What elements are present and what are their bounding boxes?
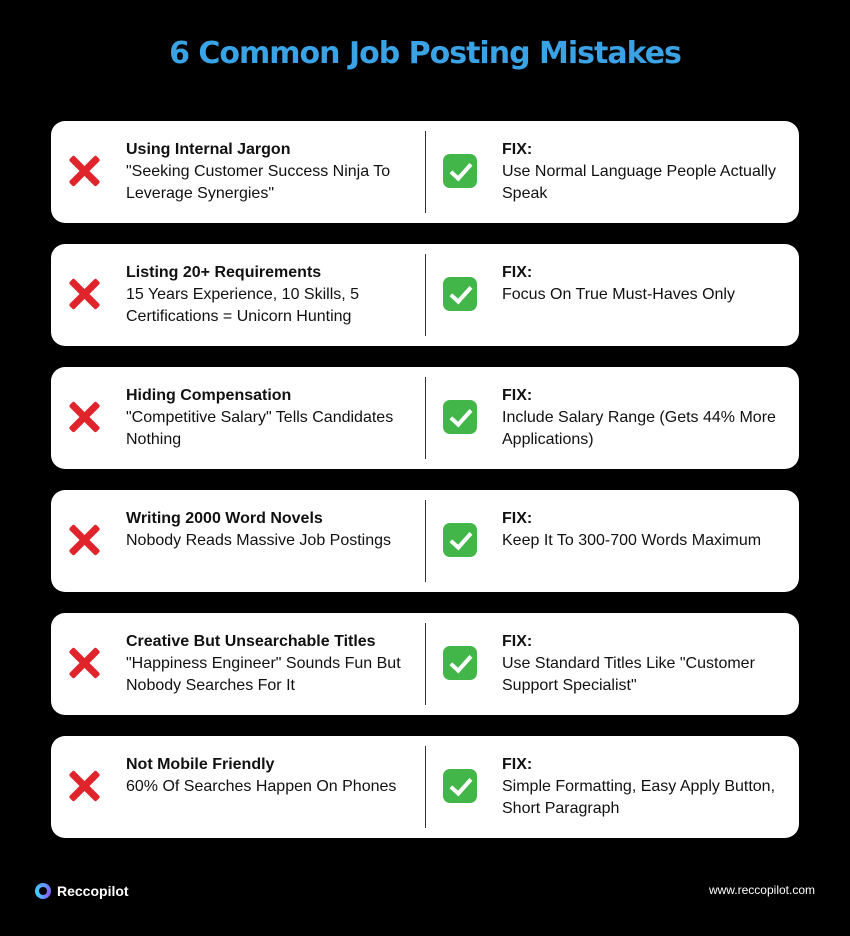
check-icon bbox=[443, 400, 477, 434]
check-icon bbox=[443, 523, 477, 557]
footer-brand bbox=[35, 881, 129, 901]
page-title: 6 Common Job Posting Mistakes bbox=[169, 36, 681, 71]
cross-icon bbox=[67, 523, 101, 557]
fix-label: FIX: bbox=[502, 633, 533, 650]
divider bbox=[425, 746, 426, 828]
problem-text bbox=[126, 262, 411, 328]
fix-text bbox=[502, 508, 787, 552]
cross-icon bbox=[67, 769, 101, 803]
fix-text bbox=[502, 139, 787, 205]
fix-description: Focus On True Must-Haves Only bbox=[502, 286, 735, 303]
fix-description: Keep It To 300-700 Words Maximum bbox=[502, 532, 762, 549]
problem-description: "Competitive Salary" Tells Candidates Nothing bbox=[126, 409, 394, 448]
problem-text bbox=[126, 508, 411, 552]
divider bbox=[425, 623, 426, 705]
problem-title: Hiding Compensation bbox=[126, 387, 292, 404]
problem-title: Listing 20+ Requirements bbox=[126, 264, 322, 281]
fix-text bbox=[502, 385, 787, 451]
fix-description: Include Salary Range (Gets 44% More Applications) bbox=[502, 409, 776, 448]
fix-text bbox=[502, 262, 787, 306]
cross-icon bbox=[67, 646, 101, 680]
problem-title: Using Internal Jargon bbox=[126, 141, 291, 158]
website-url: www.reccopilot.com bbox=[708, 883, 815, 897]
problem-title: Not Mobile Friendly bbox=[126, 756, 275, 773]
divider bbox=[425, 500, 426, 582]
problem-description: 15 Years Experience, 10 Skills, 5 Certifications = Unicorn Hunting bbox=[126, 286, 360, 325]
mistake-card bbox=[51, 736, 799, 838]
problem-text bbox=[126, 385, 411, 451]
fix-label: FIX: bbox=[502, 387, 533, 404]
mistake-card bbox=[51, 121, 799, 223]
mistake-card bbox=[51, 367, 799, 469]
problem-title: Creative But Unsearchable Titles bbox=[126, 633, 376, 650]
mistake-card bbox=[51, 244, 799, 346]
problem-description: 60% Of Searches Happen On Phones bbox=[126, 778, 397, 795]
fix-description: Use Standard Titles Like "Customer Support Specialist" bbox=[502, 655, 755, 694]
problem-text bbox=[126, 754, 411, 798]
problem-text bbox=[126, 631, 411, 697]
fix-label: FIX: bbox=[502, 510, 533, 527]
fix-description: Simple Formatting, Easy Apply Button, Short Paragraph bbox=[502, 778, 776, 817]
cross-icon bbox=[67, 277, 101, 311]
check-icon bbox=[443, 769, 477, 803]
brand-logo-icon bbox=[35, 883, 51, 899]
check-icon bbox=[443, 277, 477, 311]
mistake-card bbox=[51, 490, 799, 592]
mistake-card bbox=[51, 613, 799, 715]
cross-icon bbox=[67, 154, 101, 188]
fix-label: FIX: bbox=[502, 756, 533, 773]
check-icon bbox=[443, 646, 477, 680]
fix-label: FIX: bbox=[502, 264, 533, 281]
fix-label: FIX: bbox=[502, 141, 533, 158]
check-icon bbox=[443, 154, 477, 188]
mistake-list bbox=[51, 121, 799, 859]
problem-title: Writing 2000 Word Novels bbox=[126, 510, 323, 527]
divider bbox=[425, 254, 426, 336]
divider bbox=[425, 377, 426, 459]
fix-description: Use Normal Language People Actually Speak bbox=[502, 163, 776, 202]
cross-icon bbox=[67, 400, 101, 434]
problem-description: "Seeking Customer Success Ninja To Leverage Synergies" bbox=[126, 163, 391, 202]
problem-text bbox=[126, 139, 411, 205]
divider bbox=[425, 131, 426, 213]
fix-text bbox=[502, 631, 787, 697]
fix-text bbox=[502, 754, 787, 820]
brand-name: Reccopilot bbox=[57, 883, 129, 899]
problem-description: "Happiness Engineer" Sounds Fun But Nobody Searches For It bbox=[126, 655, 401, 694]
problem-description: Nobody Reads Massive Job Postings bbox=[126, 532, 392, 549]
